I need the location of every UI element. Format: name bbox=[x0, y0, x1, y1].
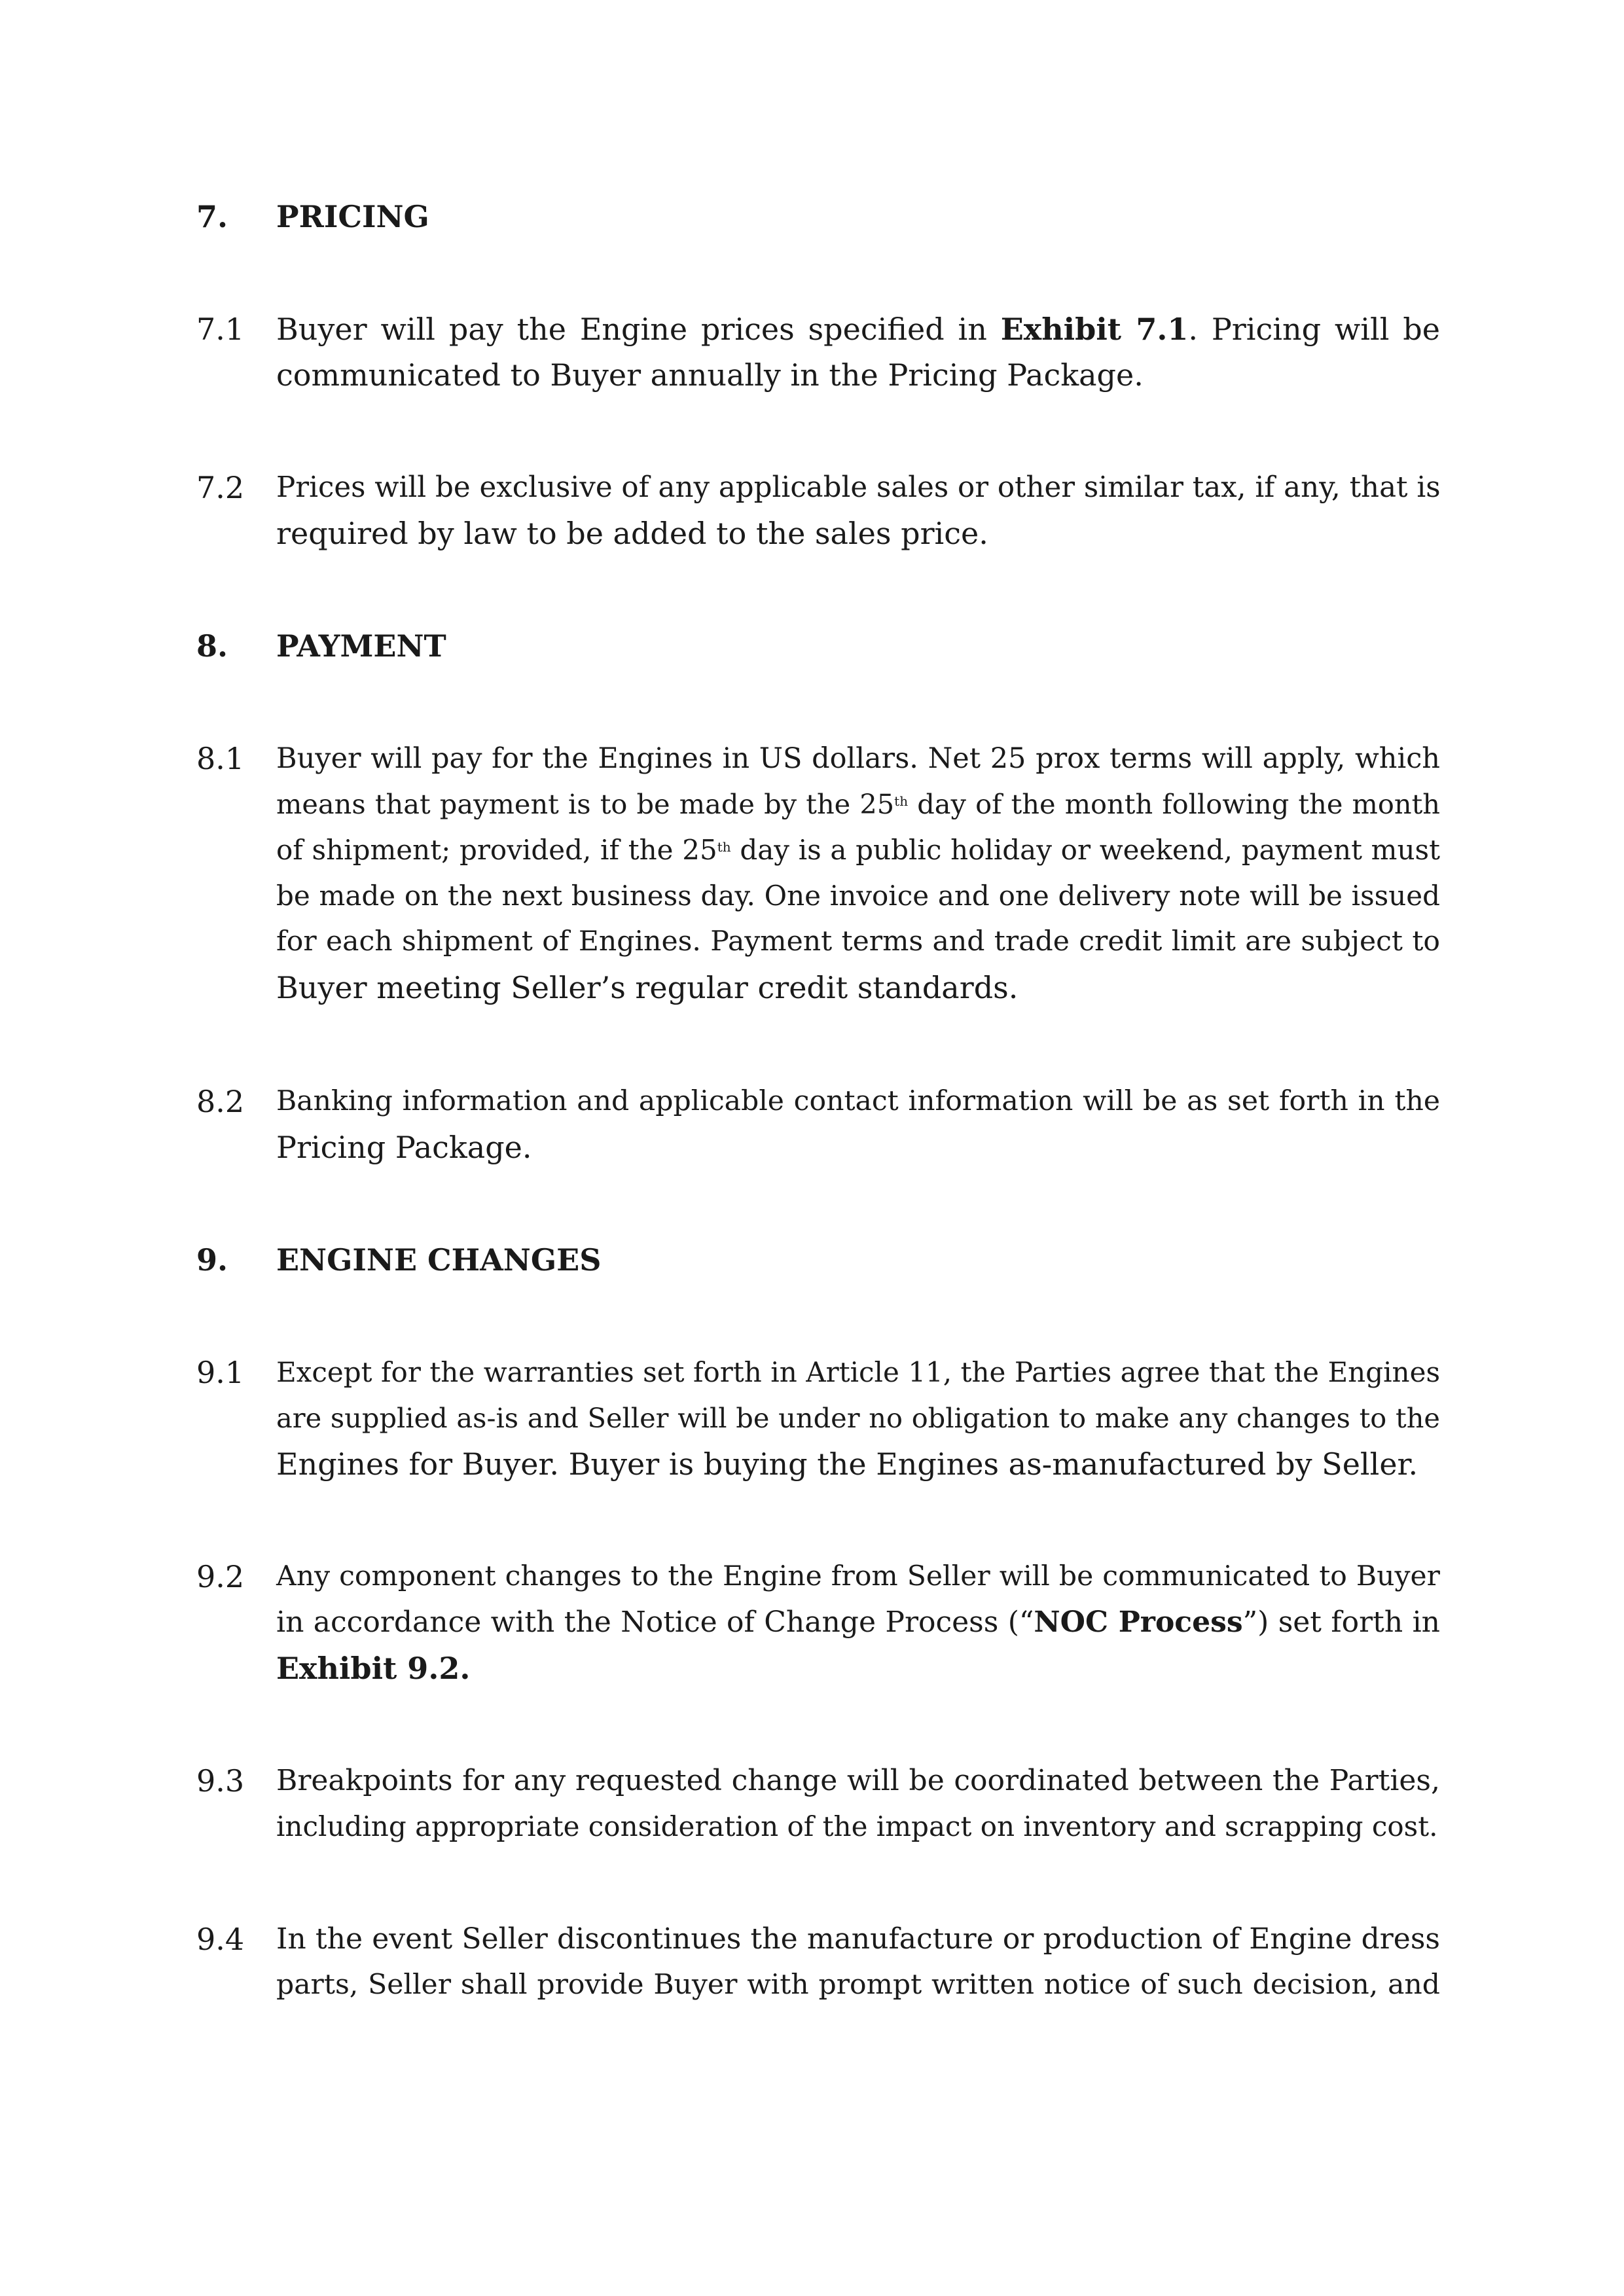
clause-text bbox=[276, 1079, 1440, 1170]
section-number: 8. bbox=[196, 628, 228, 664]
clause-number: 8.1 bbox=[196, 741, 245, 776]
clause-text bbox=[276, 1554, 1440, 1691]
text-line: Banking information and applicable contact information will be as set forth in the bbox=[276, 1085, 1440, 1117]
clause-number: 9.3 bbox=[196, 1763, 245, 1799]
text-line: Buyer will pay for the Engines in US dollars. Net 25 prox terms will apply, which bbox=[276, 742, 1440, 775]
section-number: 9. bbox=[196, 1242, 228, 1278]
section-title: PAYMENT bbox=[276, 628, 446, 664]
clause-text bbox=[276, 1350, 1440, 1487]
clause-number: 9.4 bbox=[196, 1922, 245, 1957]
text-line bbox=[276, 1645, 1440, 1691]
clause-number: 8.2 bbox=[196, 1084, 245, 1119]
clause-text bbox=[276, 306, 1440, 398]
section-title: ENGINE CHANGES bbox=[276, 1242, 602, 1278]
section-number: 7. bbox=[196, 199, 228, 234]
text-line: Buyer will pay the Engine prices specified in Exhibit 7.1. Pricing will be bbox=[276, 312, 1440, 347]
ordinal-suffix: th bbox=[894, 793, 909, 809]
clause-number: 9.2 bbox=[196, 1559, 245, 1594]
text-line: of shipment; provided, if the 25th day is a public holiday or weekend, payment must bbox=[276, 834, 1440, 866]
text-line: Pricing Package. bbox=[276, 1130, 532, 1165]
text-line: Buyer meeting Seller’s regular credit standards. bbox=[276, 970, 1019, 1005]
clause-text bbox=[276, 1758, 1440, 1850]
text-line: are supplied as-is and Seller will be under no obligation to make any changes to the bbox=[276, 1402, 1440, 1434]
exhibit-reference: Exhibit 9.2. bbox=[276, 1651, 471, 1686]
exhibit-reference: Exhibit 7.1 bbox=[1000, 312, 1189, 347]
clause-text bbox=[276, 736, 1440, 1011]
clause-text bbox=[276, 1916, 1440, 2008]
ordinal-suffix: th bbox=[717, 839, 731, 855]
section-title: PRICING bbox=[276, 199, 429, 234]
text-line: parts, Seller shall provide Buyer with prompt written notice of such decision, and bbox=[276, 1969, 1440, 2001]
text-line: be made on the next business day. One invoice and one delivery note will be issued bbox=[276, 880, 1440, 912]
text-line: including appropriate consideration of the impact on inventory and scrapping cost. bbox=[276, 1810, 1438, 1842]
clause-text bbox=[276, 465, 1440, 556]
text-line: communicated to Buyer annually in the Pricing Package. bbox=[276, 357, 1144, 393]
text-line: Any component changes to the Engine from Seller will be communicated to Buyer bbox=[276, 1560, 1440, 1592]
clause-number: 7.2 bbox=[196, 470, 245, 505]
clause-number: 9.1 bbox=[196, 1355, 245, 1390]
text-line: In the event Seller discontinues the manufacture or production of Engine dress bbox=[276, 1922, 1440, 1956]
text-line: for each shipment of Engines. Payment terms and trade credit limit are subject to bbox=[276, 925, 1440, 958]
text-line: in accordance with the Notice of Change Process (“NOC Process”) set forth in bbox=[276, 1605, 1441, 1639]
defined-term: NOC Process bbox=[1034, 1605, 1243, 1639]
text-line: Engines for Buyer. Buyer is buying the Engines as-manufactured by Seller. bbox=[276, 1446, 1418, 1482]
text-line: means that payment is to be made by the 25th day of the month following the month bbox=[276, 788, 1440, 820]
text-line: Breakpoints for any requested change will be coordinated between the Parties, bbox=[276, 1764, 1440, 1797]
text-line: Prices will be exclusive of any applicable sales or other similar tax, if any, that is bbox=[276, 471, 1441, 504]
text-line: required by law to be added to the sales price. bbox=[276, 516, 988, 551]
text-line: Except for the warranties set forth in Article 11, the Parties agree that the Engines bbox=[276, 1356, 1440, 1388]
clause-number: 7.1 bbox=[196, 312, 245, 347]
